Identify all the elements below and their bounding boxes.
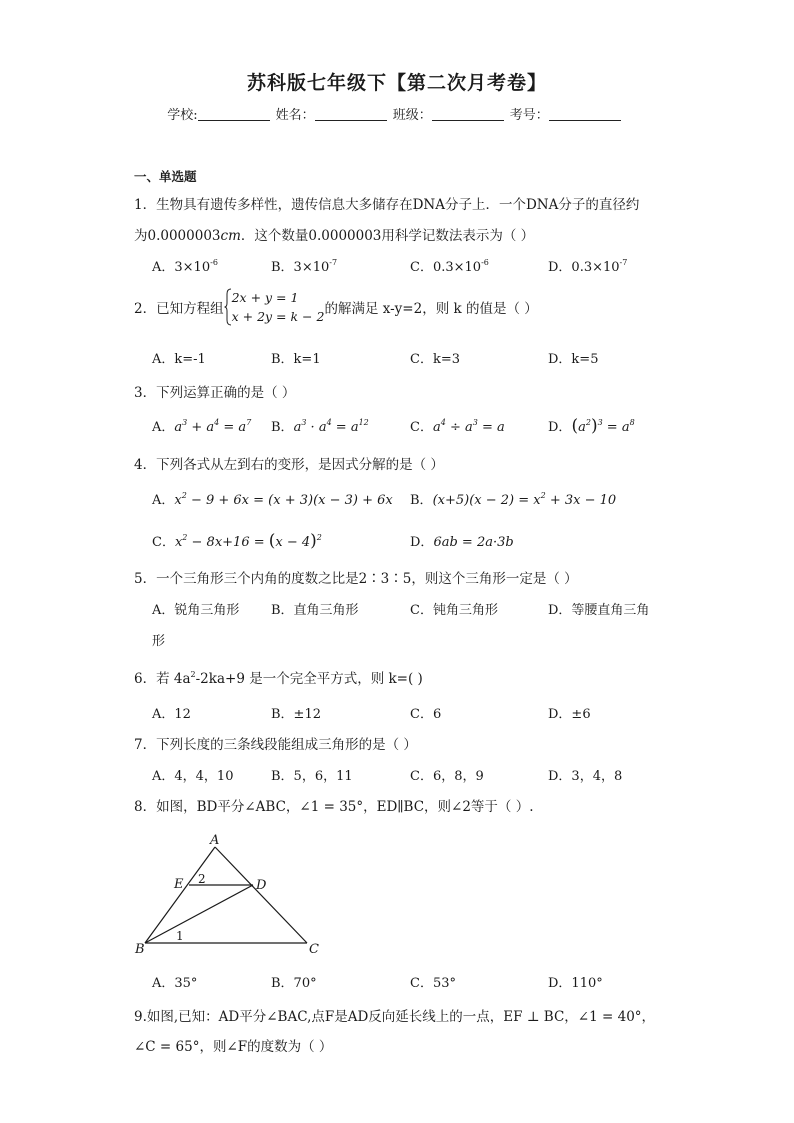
q2-equation-system: 2x + y = 1 x + 2y = k − 2 bbox=[231, 290, 325, 324]
q2-stem: 2．已知方程组2x + y = 1 x + 2y = k − 2的解满足 x-y=2，则 k 的值是（ ） bbox=[134, 290, 538, 324]
q2-option-b[interactable]: B．k=1 bbox=[271, 352, 321, 367]
school-label: 学校: bbox=[167, 108, 198, 123]
class-label: 班级： bbox=[392, 108, 432, 123]
q9-stem-line1: 9.如图,已知：AD平分∠BAC,点F是AD反向延长线上的一点，EF ⊥ BC，∠1 = 40°， bbox=[134, 1009, 656, 1025]
q5-option-b[interactable]: B．直角三角形 bbox=[271, 603, 359, 618]
q5-option-a[interactable]: A．锐角三角形 bbox=[152, 603, 240, 618]
q6-option-d[interactable]: D．±6 bbox=[548, 707, 591, 722]
q4-option-c[interactable]: C．$x^2 - 8x+16 = (x - 4)^2$ bbox=[152, 531, 322, 551]
brace-icon bbox=[224, 288, 232, 326]
q8-option-b[interactable]: B．70° bbox=[271, 976, 317, 991]
q4-stem: 4．下列各式从左到右的变形，是因式分解的是（ ） bbox=[134, 457, 444, 473]
q6-option-a[interactable]: A．12 bbox=[152, 707, 191, 722]
q2-option-c[interactable]: C．k=3 bbox=[410, 352, 460, 367]
q7-option-b[interactable]: B．5，6，11 bbox=[271, 769, 353, 784]
q4-option-d[interactable]: D．6ab = 2a·3b bbox=[410, 535, 514, 550]
class-blank[interactable] bbox=[432, 107, 504, 121]
q1-option-d[interactable]: D．$0.3\times 10^{-7}$ bbox=[548, 258, 628, 275]
page-title: 苏科版七年级下【第二次月考卷】 bbox=[246, 72, 547, 94]
q3-option-c[interactable]: C．$a^4 \div a^3 = a$ bbox=[410, 418, 505, 435]
q5-option-c[interactable]: C．钝角三角形 bbox=[410, 603, 498, 618]
q7-stem: 7．下列长度的三条线段能组成三角形的是（ ） bbox=[134, 737, 417, 753]
school-blank[interactable] bbox=[198, 107, 270, 121]
q2-option-d[interactable]: D．k=5 bbox=[548, 352, 599, 367]
side-ac bbox=[215, 847, 307, 943]
q1-stem-line1: 1．生物具有遗传多样性，遗传信息大多储存在DNA分子上．一个DNA分子的直径约 bbox=[134, 197, 640, 213]
label-e: E bbox=[174, 877, 184, 892]
q6-option-b[interactable]: B．±12 bbox=[271, 707, 321, 722]
q1-stem-line2: 为0.0000003cm．这个数量0.0000003用科学记数法表示为（ ） bbox=[134, 228, 535, 244]
q1-option-c[interactable]: C．$0.3\times 10^{-6}$ bbox=[410, 258, 489, 275]
label-d: D bbox=[256, 878, 267, 893]
q1-option-b[interactable]: B．$3\times 10^{-7}$ bbox=[271, 258, 338, 275]
q6-stem: 6．若 $4a^2-2ka+9$ 是一个完全平方式，则 k=( ) bbox=[134, 670, 423, 687]
q3-stem: 3．下列运算正确的是（ ） bbox=[134, 385, 296, 401]
q3-option-d[interactable]: D．$(a^2)^3 = a^8$ bbox=[548, 416, 635, 436]
q7-option-d[interactable]: D．3，4，8 bbox=[548, 769, 623, 784]
q8-option-a[interactable]: A．35° bbox=[152, 976, 198, 991]
q2-option-a[interactable]: A．k=-1 bbox=[152, 352, 206, 367]
student-info-line bbox=[0, 104, 794, 123]
q7-option-c[interactable]: C．6，8，9 bbox=[410, 769, 484, 784]
q1-option-a[interactable]: A．$3\times 10^{-6}$ bbox=[152, 258, 218, 275]
q5-option-d-wrap: 形 bbox=[152, 634, 166, 649]
q3-option-b[interactable]: B．$a^3 \cdot a^4 = a^{12}$ bbox=[271, 418, 369, 435]
section-heading: 一、单选题 bbox=[134, 169, 197, 184]
q8-option-c[interactable]: C．53° bbox=[410, 976, 456, 991]
label-c: C bbox=[309, 942, 319, 957]
q8-option-d[interactable]: D．110° bbox=[548, 976, 603, 991]
q7-option-a[interactable]: A．4，4，10 bbox=[152, 769, 234, 784]
q4-option-b[interactable]: B．$(x+5)(x - 2) = x^2 + 3x - 10$ bbox=[410, 491, 617, 508]
triangle-figure bbox=[132, 830, 332, 960]
q5-stem: 5．一个三角形三个内角的度数之比是2∶3∶5，则这个三角形一定是（ ） bbox=[134, 571, 578, 587]
name-blank[interactable] bbox=[315, 107, 387, 121]
q4-option-a[interactable]: A．$x^2 - 9 + 6x = (x + 3)(x - 3) + 6x$ bbox=[152, 491, 393, 508]
exam-no-blank[interactable] bbox=[549, 107, 621, 121]
q8-stem: 8．如图，BD平分∠ABC，∠1 = 35°，ED∥BC，则∠2等于（ ）. bbox=[134, 799, 534, 815]
q3-option-a[interactable]: A．$a^3 + a^4 = a^7$ bbox=[152, 418, 252, 435]
q5-option-d[interactable]: D．等腰直角三角 bbox=[548, 603, 650, 618]
label-a: A bbox=[210, 833, 220, 848]
q6-option-c[interactable]: C．6 bbox=[410, 707, 442, 722]
exam-no-label: 考号： bbox=[509, 108, 549, 123]
segment-bd bbox=[145, 885, 253, 943]
angle-label-2: 2 bbox=[198, 872, 206, 886]
label-b: B bbox=[135, 942, 145, 957]
q9-stem-line2: ∠C = 65°，则∠F的度数为（ ） bbox=[134, 1039, 333, 1055]
name-label: 姓名： bbox=[275, 108, 315, 123]
angle-label-1: 1 bbox=[176, 929, 184, 943]
